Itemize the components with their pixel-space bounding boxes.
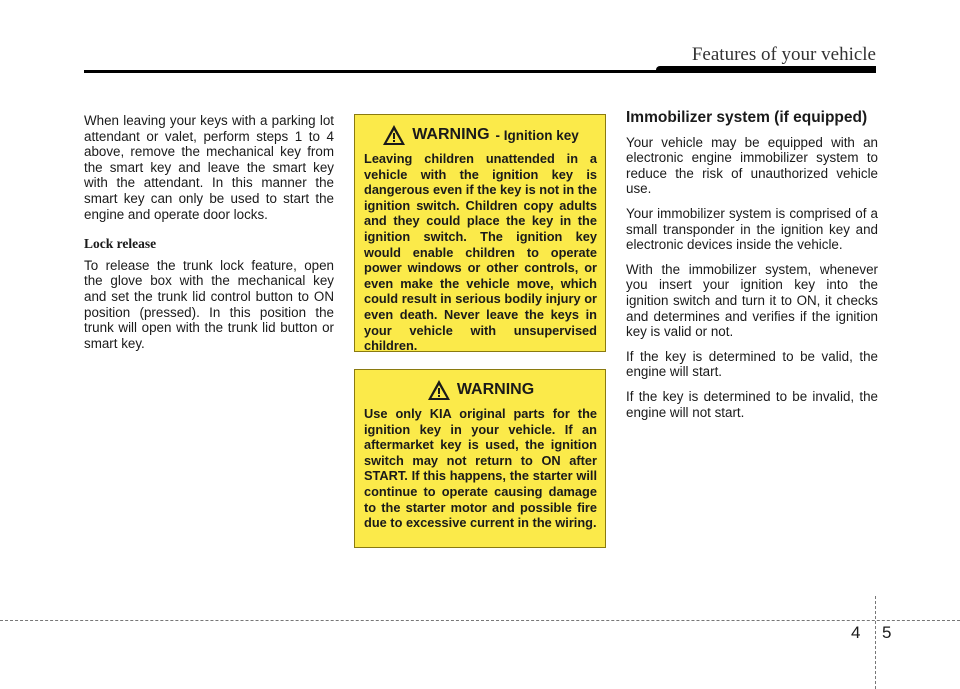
warning-title: WARNING: [412, 126, 490, 143]
warning-triangle-icon: [382, 124, 406, 146]
immobilizer-paragraph-1: Your vehicle may be equipped with an electronic engine immobilizer system to reduce the risk of unauthorized vehicle use.: [626, 134, 878, 197]
page-number: 5: [882, 623, 892, 642]
header-tab: [656, 66, 876, 73]
warning-header: [364, 379, 597, 401]
warning-subtitle: - Ignition key: [495, 127, 579, 143]
right-column: [626, 110, 878, 429]
lock-release-paragraph: To release the trunk lock feature, open the glove box with the mechanical key and set the trunk lid control button to ON position (pressed). In this position the trunk will open with the trunk lid button or smart key.: [84, 257, 334, 351]
lock-release-subheading: Lock release: [84, 236, 157, 252]
immobilizer-paragraph-5: If the key is determined to be invalid, the engine will not start.: [626, 388, 878, 420]
immobilizer-heading: Immobilizer system (if equipped): [626, 109, 868, 126]
footer-rule: [0, 620, 960, 621]
immobilizer-paragraph-3: With the immobilizer system, whenever you insert your ignition key into the ignition switch and turn it to ON, it checks and determines and verifies if the ignition key is valid or not.: [626, 261, 878, 340]
left-column: [84, 113, 334, 360]
immobilizer-paragraph-4: If the key is determined to be valid, the engine will start.: [626, 348, 878, 380]
warning-box-original-parts: [354, 369, 606, 548]
warning-triangle-icon: [427, 379, 451, 401]
header-title: Features of your vehicle: [691, 44, 876, 65]
warning-body: Leaving children unattended in a vehicle with the ignition key is dangerous even if the key is not in the ignition switch. Children copy adults and they could place the key in the ignition switch. The ignition key would enable children to operate power windows or other controls, or even make the vehicle move, which could result in serious bodily injury or even death. Never leave the keys in your vehicle with unsupervised children.: [364, 151, 597, 354]
valet-paragraph: When leaving your keys with a parking lot attendant or valet, perform steps 1 to 4 above, remove the mechanical key from the smart key and leave the smart key with the attendant. In this manner the smart key can only be used to start the engine and operate door locks.: [84, 113, 334, 222]
warning-body: Use only KIA original parts for the ignition key in your vehicle. If an aftermarket key is used, the ignition switch may not return to ON after START. If this happens, the starter will continue to operate causing damage to the starter motor and possible fire due to excessive current in the wiring.: [364, 406, 597, 531]
immobilizer-paragraph-2: Your immobilizer system is comprised of a small transponder in the ignition key and electronic devices inside the vehicle.: [626, 205, 878, 253]
warning-header: [364, 124, 597, 146]
footer-divider: [875, 596, 876, 689]
warning-box-ignition-key: [354, 114, 606, 352]
chapter-number: 4: [851, 623, 861, 642]
warning-title: WARNING: [456, 381, 535, 398]
